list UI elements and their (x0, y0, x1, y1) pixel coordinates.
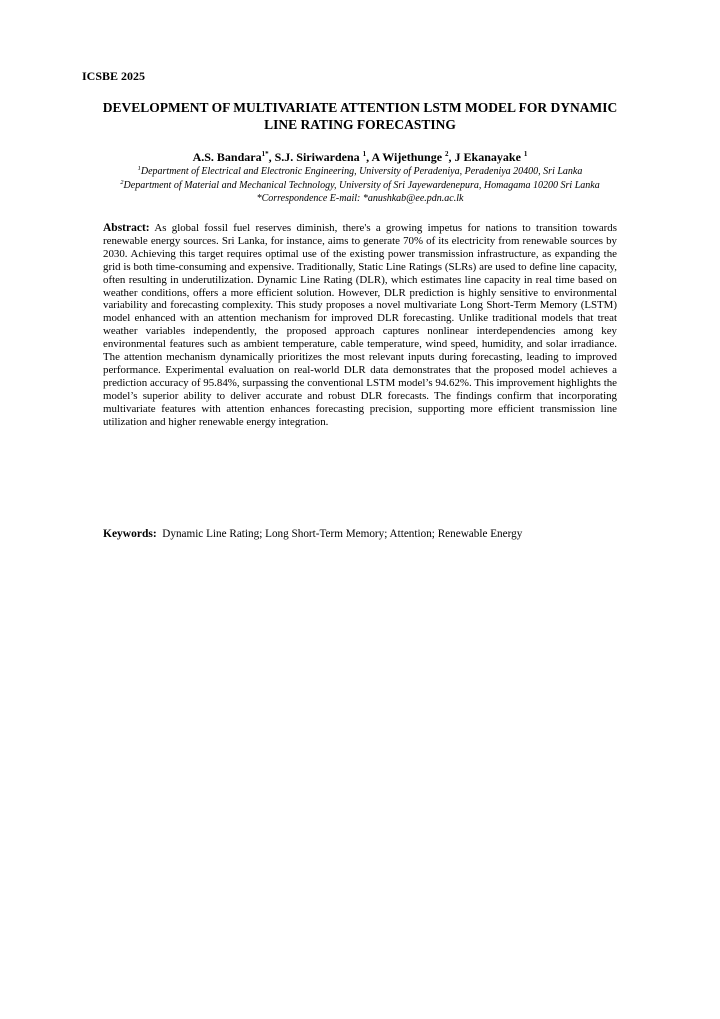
keywords-text: Dynamic Line Rating; Long Short-Term Memory; Attention; Renewable Energy (162, 528, 523, 540)
paper-title-line-1: DEVELOPMENT OF MULTIVARIATE ATTENTION LSTM MODEL FOR DYNAMIC (102, 100, 618, 115)
affiliation-line (40, 179, 680, 193)
author-affiliation-mark: 2 (445, 150, 449, 158)
paper-title-line-2: LINE RATING FORECASTING (264, 116, 456, 132)
correspondence-email: *Correspondence E-mail: *anushkab@ee.pdn.ac.lk (256, 193, 464, 204)
affiliation-mark: 1 (137, 165, 141, 172)
paper-title (70, 100, 650, 133)
author-affiliation-mark: 1 (523, 150, 528, 158)
keywords-label: Keywords: (103, 528, 157, 540)
author-name: A Wijethunge (371, 150, 446, 164)
author-affiliation-mark: 1 (362, 150, 367, 158)
author-name: J Ekanayake (454, 150, 524, 164)
author-separator: , (268, 150, 275, 164)
conference-header: ICSBE 2025 (82, 69, 146, 83)
author-affiliation-mark: 1* (261, 150, 269, 158)
abstract-label: Abstract: (103, 222, 150, 234)
affiliation-line (40, 165, 680, 179)
affiliations (40, 165, 680, 206)
author-name: S.J. Siriwardena (274, 150, 363, 164)
affiliation-text: Department of Material and Mechanical Technology, University of Sri Jayewardenepura, Homagama 10200 Sri Lanka (123, 179, 600, 191)
author-name: A.S. Bandara (192, 150, 262, 164)
author-list (60, 150, 660, 164)
author-separator: , (366, 150, 372, 164)
abstract-text: As global fossil fuel reserves diminish, there's a growing impetus for nations to transition towards renewable energy sources. Sri Lanka, for instance, aims to generate 70% of its electricity from renewable sources by 2030. Achieving this target requires optimal use of the existing power transmission infrastructure, as expanding the grid is both time-consuming and expensive. Traditionally, Static Line Ratings (SLRs) are used to define line capacity, often resulting in underutilization. Dynamic Line Rating (DLR), which estimates line capacity in real time based on weather conditions, offers a more efficient solution. However, DLR prediction is highly sensitive to environmental variability and forecasting complexity. This study proposes a novel multivariate Long Short-Term Memory (LSTM) model enhanced with an attention mechanism for improved DLR forecasting. Unlike traditional models that treat weather variables independently, the proposed approach captures nonlinear interdependencies among key environmental features such as ambient temperature, cable temperature, wind speed, humidity, and solar irradiance. The attention mechanism dynamically prioritizes the most relevant inputs during forecasting, leading to improved performance. Experimental evaluation on real-world DLR data demonstrates that the proposed model achieves a prediction accuracy of 95.84%, surpassing the conventional LSTM model’s 94.62%. This improvement highlights the model’s superior ability to deliver accurate and robust DLR forecasts. The findings confirm that incorporating multivariate features with attention enhances forecasting precision, supporting more efficient transmission line utilization and higher renewable energy integration. (103, 222, 617, 428)
keywords (103, 528, 617, 541)
affiliation-text: Department of Electrical and Electronic Engineering, University of Peradeniya, Peradeniya 20400, Sri Lanka (140, 166, 583, 177)
author-separator: , (448, 150, 455, 164)
abstract (103, 222, 617, 429)
affiliation-mark: 2 (120, 178, 124, 186)
